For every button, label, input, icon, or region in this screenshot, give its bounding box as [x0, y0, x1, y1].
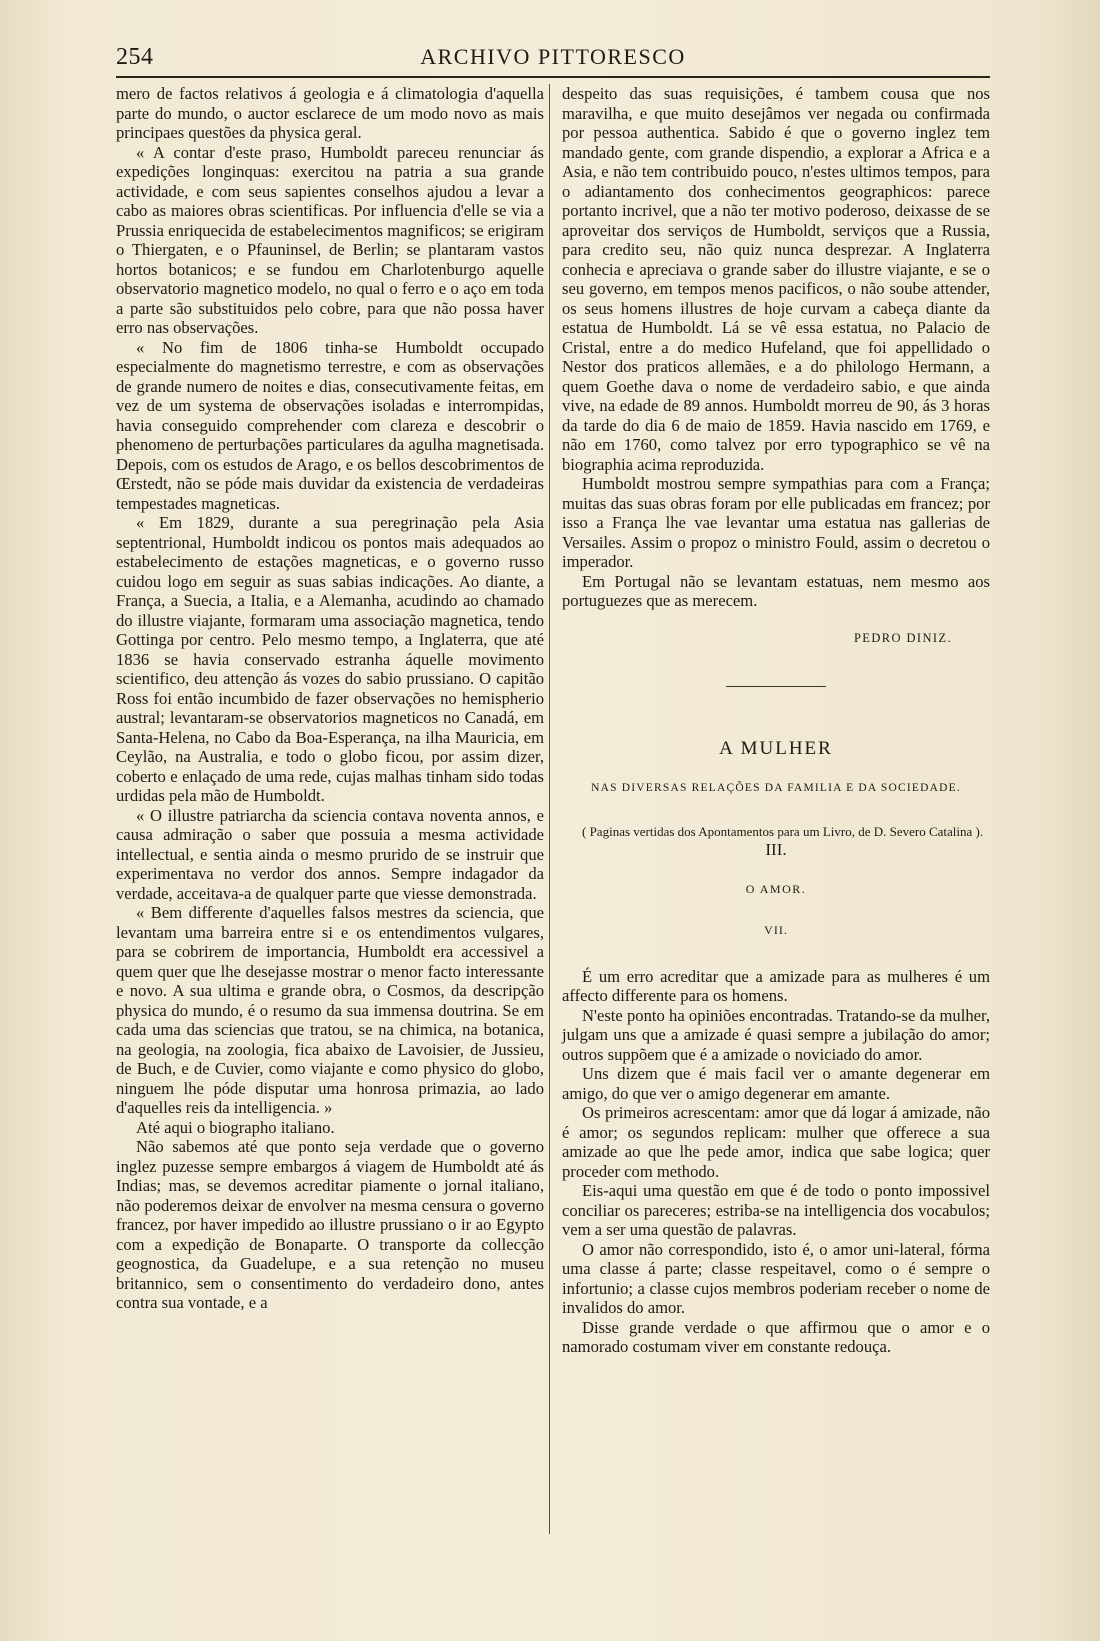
right-column — [562, 84, 990, 1357]
subsection-number: VII. — [764, 923, 788, 937]
paragraph: É um erro acreditar que a amizade para as mulheres é um affecto differente para os homens. — [562, 966, 990, 1005]
paragraph: Uns dizem que é mais facil ver o amante degenerar em amigo, do que ver o amigo degenerar em amante. — [562, 1064, 990, 1103]
paragraph: Não sabemos até que ponto seja verdade que o governo inglez puzesse sempre embargos á viagem de Humboldt até ás Indias; mas, se devemos acreditar piamente o jornal italiano, não poderemos deixar de envolver na mesma censura o governo francez, por haver impedido ao illustre prussiano o ir ao Egypto com a expedição de Bonaparte. O transporte da collecção geognostica, da Guadelupe, e a sua retenção no museu britannico, sem o consentimento do verdadeiro dono, antes contra sua vontade, e a — [116, 1137, 544, 1312]
paragraph: Em Portugal não se levantam estatuas, nem mesmo aos portuguezes que as merecem. — [562, 571, 990, 610]
left-column — [116, 84, 544, 1313]
article-separator — [726, 686, 826, 687]
section-title: O AMOR. — [745, 881, 807, 896]
paragraph: N'este ponto ha opiniões encontradas. Tratando-se da mulher, julgam uns que a amizade é quasi sempre a jubilação do amor; outros suppõem que é a amizade o noviciado do amor. — [562, 1005, 990, 1064]
paragraph: « No fim de 1806 tinha-se Humboldt occupado especialmente do magnetismo terrestre, e com as observações de grande numero de noites e dias, consecutivamente feitas, em vez de um systema de observações isoladas e interrompidas, havia conseguido comprehender com clareza e descobrir o phenomeno de perturbações particulares da agulha magnetisada. Depois, com os estudos de Arago, e os bellos descobrimentos de Œrstedt, não se póde mais duvidar da existencia de verdadeiras tempestades magneticas. — [116, 337, 544, 513]
paragraph: mero de factos relativos á geologia e á climatologia d'aquella parte do mundo, o auctor esclarece de um modo novo as mais principaes questões da physica geral. — [116, 84, 544, 142]
article-title: A MULHER — [719, 738, 833, 759]
paragraph: Disse grande verdade o que affirmou que o amor e o namorado costumam viver em constante redouça. — [562, 1317, 990, 1356]
paragraph: Eis-aqui uma questão em que é de todo o ponto impossivel conciliar os pareceres; estriba-se na intelligencia dos vocabulos; vem a ser uma questão de palavras. — [562, 1181, 990, 1239]
header-rule — [116, 76, 990, 78]
page-number: 254 — [116, 44, 154, 70]
paragraph: despeito das suas requisições, é tambem cousa que nos maravilha, e que muito desejâmos ver negada ou confirmada por pessoa authentica. Sabido é que o governo inglez tem mandado gente, com grande dispendio, a explorar a Africa e a Asia, e não tem contribuido pouco, n'estes ultimos tempos, para o adiantamento dos conhecimentos geographicos: parece portanto incrivel, que a não ter motivo poderoso, deixasse de se aproveitar dos serviços de Humboldt, serviços que a Russia, para credito seu, não quiz nunca desprezar. A Inglaterra conhecia e apreciava o grande saber do illustre viajante, e se o seu governo, em tempos menos pacificos, o não soube attender, os seus homens illustres de hoje curvam a cabeça diante da estatua de Humboldt. Lá se vê essa estatua, no Palacio de Cristal, entre a do medico Hufeland, que foi appellidado o Nestor dos praticos allemães, e a do philologo Hermann, a quem Goethe dava o nome de verdadeiro sabio, e que ainda vive, na edade de 89 annos. Humboldt morreu de 90, ás 3 horas da tarde do dia 6 de maio de 1859. Havia nascido em 1769, e não em 1760, como talvez por erro typographico se vê na biographia acima reproduzida. — [562, 84, 990, 474]
paragraph: Os primeiros acrescentam: amor que dá logar á amizade, não é amor; os segundos replicam: mulher que offerece a sua amizade ao que lhe pede amor, indica que sabe logica; quer proceder com methodo. — [562, 1103, 990, 1181]
column-divider — [549, 84, 550, 1534]
section-number: III. — [765, 840, 787, 859]
paragraph: « O illustre patriarcha da sciencia contava noventa annos, e causa admiração o saber que possuia a mesma actividade intellectual, e sentia ainda o mesmo prurido de se instruir que experimentava no verdor dos annos. Sempre indagador da verdade, acceitava-a de qualquer parte que viesse demonstrada. — [116, 805, 544, 903]
article-subtitle: NAS DIVERSAS RELAÇÕES DA FAMILIA E DA SOCIEDADE. — [591, 781, 961, 794]
paragraph: « Bem differente d'aquelles falsos mestres da sciencia, que levantam uma barreira entre si e os entendimentos vulgares, para se cobrirem de importancia, Humboldt era accessivel a quem quer que lhe desejasse mostrar o menor facto interessante e novo. A sua ultima e grande obra, o Cosmos, da descripção physica do mundo, é o resumo da sua immensa doutrina. Se em cada uma das sciencias que tratou, se na chimica, na botanica, na geologia, na zoologia, fica abaixo de Lavoisier, de Jussieu, de Buch, e de Cuvier, como viajante e como physico do globo, ninguem lhe póde disputar uma honrosa primazia, ao lado d'aquelles reis da intelligencia. » — [116, 903, 544, 1117]
paragraph: Humboldt mostrou sempre sympathias para com a França; muitas das suas obras foram por elle publicadas em francez; por isso a França lhe vae levantar uma estatua nas gallerias de Versailes. Assim o propoz o ministro Fould, assim o decretou o imperador. — [562, 474, 990, 571]
running-title: ARCHIVO PITTORESCO — [420, 44, 686, 69]
page-header — [116, 44, 990, 74]
paragraph: O amor não correspondido, isto é, o amor uni-lateral, fórma uma classe á parte; classe respeitavel, como o é sempre o infortunio; a classe cujos membros poderiam receber o nome de invalidos do amor. — [562, 1239, 990, 1317]
paragraph: « Em 1829, durante a sua peregrinação pela Asia septentrional, Humboldt indicou os pontos mais adequados ao estabelecimento de estações magneticas, e o governo russo cuidou logo em seguir as suas sabias indicações. Ao diante, a França, a Suecia, a Italia, e a Alemanha, acudindo ao chamado do illustre viajante, formaram uma associação magnetica, tendo Gottinga por centro. Pelo mesmo tempo, a Inglaterra, que até 1836 se havia conservado estranha áquelle movimento scientifico, deu attenção ás vozes do sabio prussiano. O capitão Ross foi então incumbido de fazer observações no hemispherio austral; levantaram-se observatorios magneticos no Canadá, em Santa-Helena, no Cabo da Boa-Esperança, na ilha Mauricia, em Ceylão, na Australia, e todo o globo ficou, por assim dizer, coberto e enlaçado de uma rede, cujas malhas tinham sido todas urdidas pela mão de Humboldt. — [116, 513, 544, 805]
author-signature: PEDRO DINIZ. — [853, 630, 952, 645]
paragraph: Até aqui o biographo italiano. — [136, 1117, 335, 1137]
paragraph: « A contar d'este praso, Humboldt pareceu renunciar ás expedições longinquas: exercitou na patria a sua grande actividade, e com seus sapientes conselhos ajudou a levar a cabo as maiores obras scientificas. Por influencia d'elle se via a Prussia enriquecida de estabelecimentos magnificos; se erigiram o Thiergaten, e o Pfauninsel, de Berlin; se plantaram vastos hortos botanicos; e se fundou em Charlotenburgo aquelle observatorio magnetico modelo, no qual o ferro e o aço em toda a parte são substituidos pelo cobre, para que não possa haver erro nas observações. — [116, 142, 544, 337]
article-source-note: ( Paginas vertidas dos Apontamentos para um Livro, de D. Severo Catalina ). — [582, 824, 984, 839]
